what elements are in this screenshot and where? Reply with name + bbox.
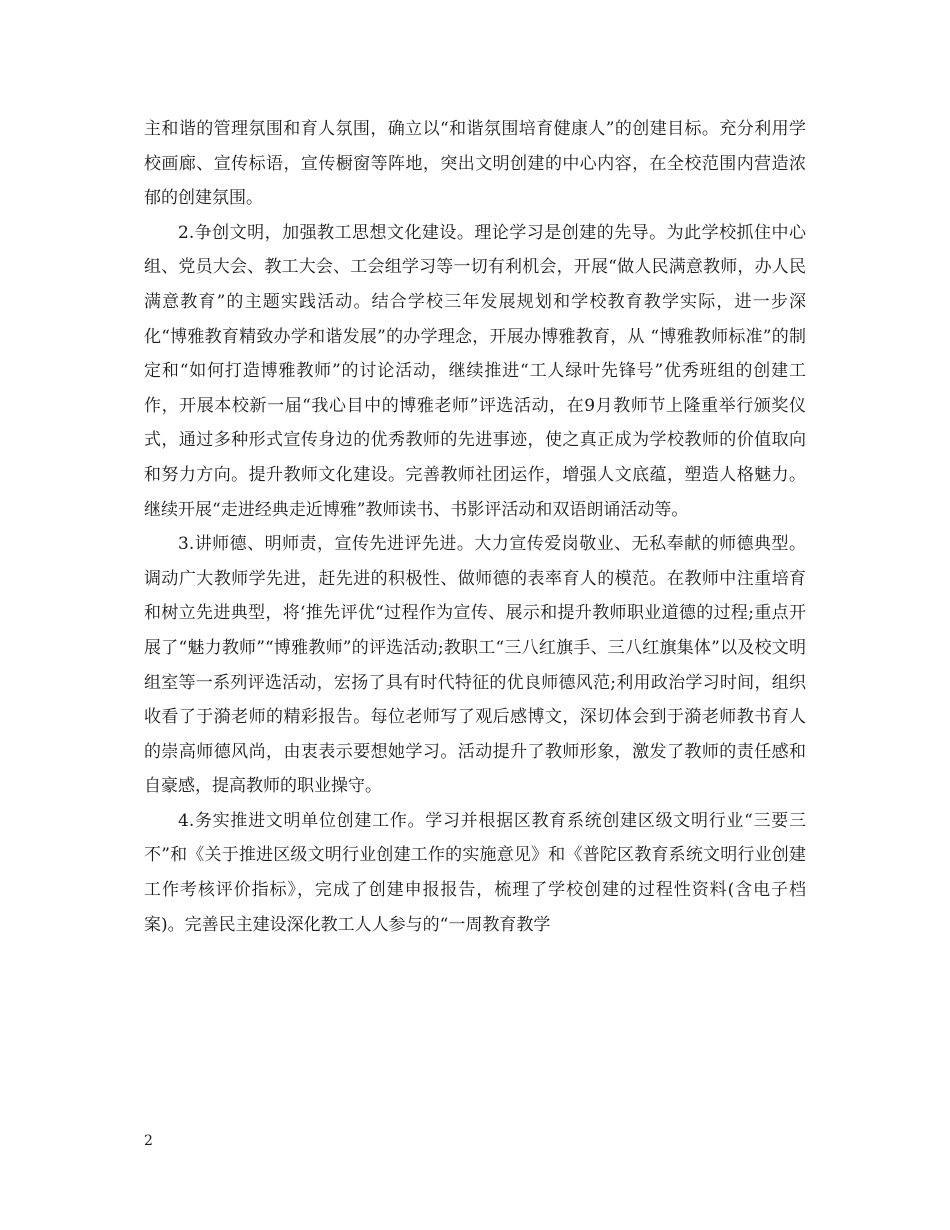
paragraph-2: 2.争创文明，加强教工思想文化建设。理论学习是创建的先导。为此学校抓住中心组、党员大会、教工大会、工会组学习等一切有利机会，开展“做人民满意教师，办人民满意教育”的主题实践活动。结合学校三年发展规划和学校教育教学实际，进一步深化“博雅教育精致办学和谐发展”的办学理念，开展办博雅教育，从 “博雅教师标准”的制定和“如何打造博雅教师”的讨论活动，继续推进“工人绿叶先锋号”优秀班组的创建工作，开展本校新一届“我心目中的博雅老师”评选活动，在9月教师节上隆重举行颁奖仪式，通过多种形式宣传身边的优秀教师的先进事迹，使之真正成为学校教师的价值取向和努力方向。提升教师文化建设。完善教师社团运作，增强人文底蕴，塑造人格魅力。继续开展“走进经典走近博雅”教师读书、书影评活动和双语朗诵活动等。 [144, 222, 806, 520]
paragraph-4: 4.务实推进文明单位创建工作。学习并根据区教育系统创建区级文明行业“三要三不”和《关于推进区级文明行业创建工作的实施意见》和《普陀区教育系统文明行业创建工作考核评价指标》，完成了创建申报报告，梳理了学校创建的过程性资料(含电子档案)。完善民主建设深化教工人人参与的“一周教育教学 [144, 810, 806, 935]
document-body [144, 112, 806, 942]
page-number: 2 [144, 1133, 153, 1149]
paragraph-3: 3.讲师德、明师责，宣传先进评先进。大力宣传爱岗敬业、无私奉献的师德典型。调动广大教师学先进，赶先进的积极性、做师德的表率育人的模范。在教师中注重培育和树立先进典型，将‘推先评优“过程作为宣传、展示和提升教师职业道德的过程;重点开展了“魅力教师”“博雅教师”的评选活动;教职工“三八红旗手、三八红旗集体”以及校文明组室等一系列评选活动，宏扬了具有时代特征的优良师德风范;利用政治学习时间，组织收看了于漪老师的精彩报告。每位老师写了观后感博文，深切体会到于漪老师教书育人的崇高师德风尚，由衷表示要想她学习。活动提升了教师形象，激发了教师的责任感和自豪感，提高教师的职业操守。 [144, 534, 806, 797]
paragraph-1: 主和谐的管理氛围和育人氛围，确立以“和谐氛围培育健康人”的创建目标。充分利用学校画廊、宣传标语，宣传橱窗等阵地，突出文明创建的中心内容，在全校范围内营造浓郁的创建氛围。 [144, 119, 806, 209]
